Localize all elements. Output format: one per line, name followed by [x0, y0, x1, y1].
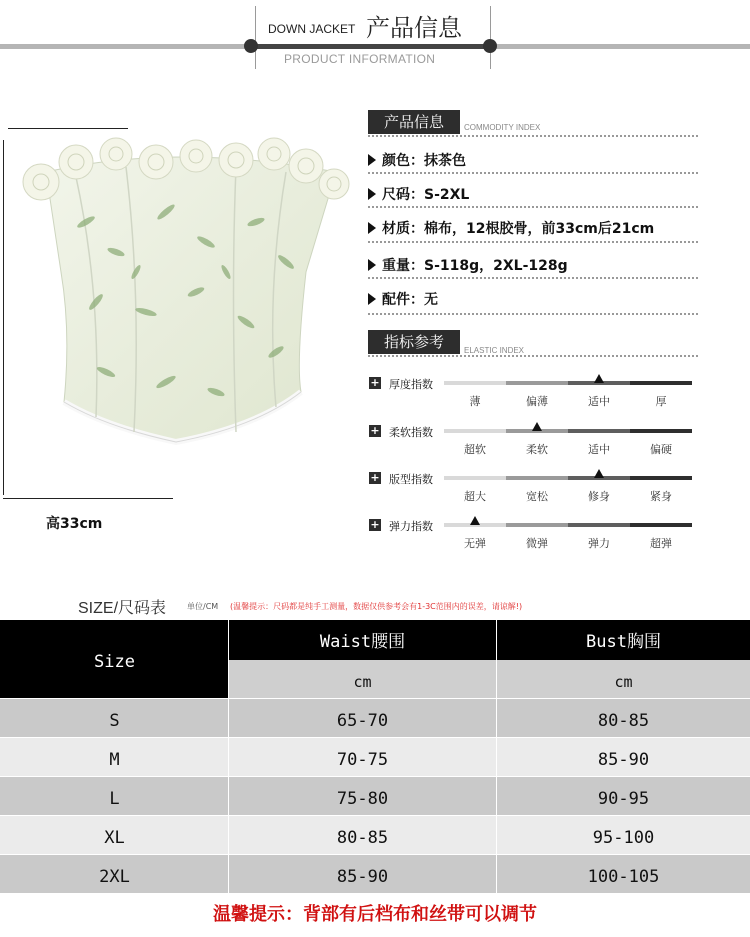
elastic-divider	[368, 355, 698, 357]
index-option: 偏硬	[650, 443, 672, 456]
info-divider	[368, 241, 698, 243]
arrow-right-icon	[368, 293, 376, 305]
header-cn-title: 产品信息	[366, 14, 462, 42]
index-option: 无弹	[464, 537, 486, 550]
index-segment	[630, 523, 692, 527]
index-option: 柔软	[526, 443, 548, 456]
commodity-title: 产品信息	[368, 110, 460, 134]
index-segment	[506, 381, 568, 385]
info-row-accessory: 配件：无	[368, 289, 438, 309]
index-marker-icon	[594, 374, 604, 383]
plus-icon: +	[370, 471, 380, 484]
index-segment	[444, 429, 506, 433]
index-option: 超软	[464, 443, 486, 456]
plus-icon: +	[370, 518, 380, 531]
bust-cell: 100-105	[497, 854, 750, 893]
index-segment	[506, 476, 568, 480]
size-cell: 2XL	[0, 854, 229, 893]
dimension-line-top	[8, 128, 128, 129]
index-option: 超弹	[650, 537, 672, 550]
info-divider	[368, 172, 698, 174]
index-label: 柔软指数	[389, 426, 433, 439]
index-marker-icon	[594, 469, 604, 478]
index-option: 适中	[588, 443, 610, 456]
bust-col-header: Bust胸围	[497, 620, 750, 660]
bust-cell: 90-95	[497, 776, 750, 815]
index-track	[444, 381, 692, 385]
index-option: 适中	[588, 395, 610, 408]
index-segment	[444, 476, 506, 480]
index-segment	[630, 476, 692, 480]
size-cell: S	[0, 698, 229, 737]
index-segment	[506, 523, 568, 527]
index-option: 宽松	[526, 490, 548, 503]
info-divider	[368, 206, 698, 208]
commodity-divider	[368, 135, 698, 137]
index-track	[444, 429, 692, 433]
info-divider	[368, 277, 698, 279]
index-segment	[630, 429, 692, 433]
table-divider	[496, 620, 497, 893]
waist-unit: cm	[229, 660, 496, 698]
commodity-en: COMMODITY INDEX	[464, 123, 541, 132]
height-label: 高33cm	[46, 516, 103, 532]
bust-unit: cm	[497, 660, 750, 698]
dimension-line-left	[3, 140, 4, 495]
header-subtitle: PRODUCT INFORMATION	[284, 52, 436, 66]
arrow-right-icon	[368, 154, 376, 166]
index-option: 厚	[655, 395, 667, 408]
header-line-right	[490, 44, 750, 49]
size-note: (温馨提示：尺码都是纯手工测量，数据仅供参考会有1-3C范围内的误差，请谅解!)	[230, 602, 523, 611]
index-option: 薄	[469, 395, 481, 408]
header-dot-left	[244, 39, 258, 53]
size-col-header: Size	[0, 620, 229, 698]
elastic-title: 指标参考	[368, 330, 460, 354]
arrow-right-icon	[368, 222, 376, 234]
index-option: 超大	[464, 490, 486, 503]
waist-cell: 85-90	[229, 854, 496, 893]
index-option: 修身	[588, 490, 610, 503]
arrow-right-icon	[368, 188, 376, 200]
info-row-material: 材质：棉布，12根胶骨，前33cm后21cm	[368, 218, 654, 238]
header-line-left	[0, 44, 250, 49]
bust-cell: 85-90	[497, 737, 750, 776]
footer-note: 温馨提示：背部有后档布和丝带可以调节	[213, 904, 537, 925]
bust-cell: 95-100	[497, 815, 750, 854]
index-label: 厚度指数	[389, 378, 433, 391]
index-option: 弹力	[588, 537, 610, 550]
size-cell: XL	[0, 815, 229, 854]
info-divider	[368, 313, 698, 315]
size-heading: SIZE/尺码表	[78, 600, 167, 617]
info-row-weight: 重量：S-118g，2XL-128g	[368, 255, 568, 275]
arrow-right-icon	[368, 259, 376, 271]
table-divider	[228, 620, 229, 893]
waist-cell: 65-70	[229, 698, 496, 737]
plus-icon: +	[370, 424, 380, 437]
elastic-en: ELASTIC INDEX	[464, 346, 525, 355]
product-photo	[6, 132, 351, 507]
index-option: 微弹	[526, 537, 548, 550]
waist-cell: 80-85	[229, 815, 496, 854]
index-label: 版型指数	[389, 473, 433, 486]
index-marker-icon	[470, 516, 480, 525]
index-segment	[568, 429, 630, 433]
index-option: 偏薄	[526, 395, 548, 408]
info-row-color: 颜色：抹茶色	[368, 150, 466, 170]
size-cell: L	[0, 776, 229, 815]
info-row-size: 尺码：S-2XL	[368, 184, 469, 204]
plus-icon: +	[370, 376, 380, 389]
index-segment	[630, 381, 692, 385]
bust-cell: 80-85	[497, 698, 750, 737]
waist-cell: 75-80	[229, 776, 496, 815]
waist-cell: 70-75	[229, 737, 496, 776]
index-segment	[568, 523, 630, 527]
index-marker-icon	[532, 422, 542, 431]
header-bar	[255, 44, 491, 49]
index-track	[444, 476, 692, 480]
index-label: 弹力指数	[389, 520, 433, 533]
header-en-title: DOWN JACKET	[268, 22, 356, 36]
size-unit: 单位/CM	[187, 602, 219, 611]
index-segment	[444, 381, 506, 385]
size-cell: M	[0, 737, 229, 776]
header-dot-right	[483, 39, 497, 53]
index-track	[444, 523, 692, 527]
index-option: 紧身	[650, 490, 672, 503]
waist-col-header: Waist腰围	[229, 620, 496, 660]
